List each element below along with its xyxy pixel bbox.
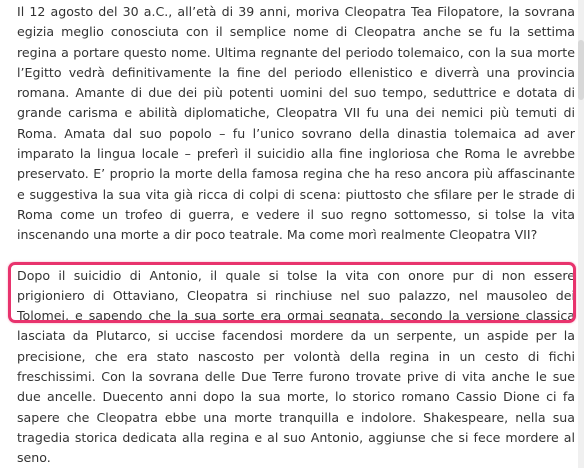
scrollbar-track[interactable] xyxy=(578,0,584,468)
scrollbar-thumb[interactable] xyxy=(578,40,584,100)
article-paragraph-1: Il 12 agosto del 30 a.C., all’età di 39 anni, moriva Cleopatra Tea Filopatore, la sovrana egizia meglio conosciuta con il semplice nome di Cleopatra anche se fu la settima regina a portare questo nome. Ultima regnante del periodo tolemaico, con la sua morte l’Egitto vedrà definitivamente la fine del periodo ellenistico e diverrà una provincia romana. Amante di due dei più potenti uomini del suo tempo, seduttrice e dotata di grande carisma e abilità diplomatiche, Cleopatra VII fu una dei nemici più temuti di Roma. Amata dal suo popolo – fu l’unico sovrano della dinastia tolemaica ad aver imparato la lingua locale – preferì il suicidio alla fine ingloriosa che Roma le avrebbe preservato. E’ proprio la morte della famosa regina che ha reso ancora più affascinante e suggestiva la sua vita già ricca di colpi di scena: piuttosto che sfilare per le strade di Roma come un trofeo di guerra, e vedere il suo regno sottomesso, si tolse la vita inscenando una morte a dir poco teatrale. Ma come morì realmente Cleopatra VII? xyxy=(17,4,575,243)
article-paragraph-2: Dopo il suicidio di Antonio, il quale si tolse la vita con onore pur di non essere prigioniero di Ottaviano, Cleopatra si rinchiuse nel suo palazzo, nel mausoleo dei Tolomei, e sapendo che la sua sorte era ormai segnata, secondo la versione classica lasciata da Plutarco, si uccise facendosi mordere da un serpente, un aspide per la precisione, che era stato nascosto per volontà della regina in un cesto di fichi freschissimi. Con la sovrana delle Due Terre furono trovate prive di vita anche le sue due ancelle. Duecento anni dopo la sua morte, lo storico romano Cassio Dione ci fa sapere che Cleopatra ebbe una morte tranquilla e indolore. Shakespeare, nella sua tragedia storica dedicata alla regina e al suo Antonio, aggiunse che si fece mordere al seno. xyxy=(17,267,575,466)
article-body xyxy=(17,2,575,468)
